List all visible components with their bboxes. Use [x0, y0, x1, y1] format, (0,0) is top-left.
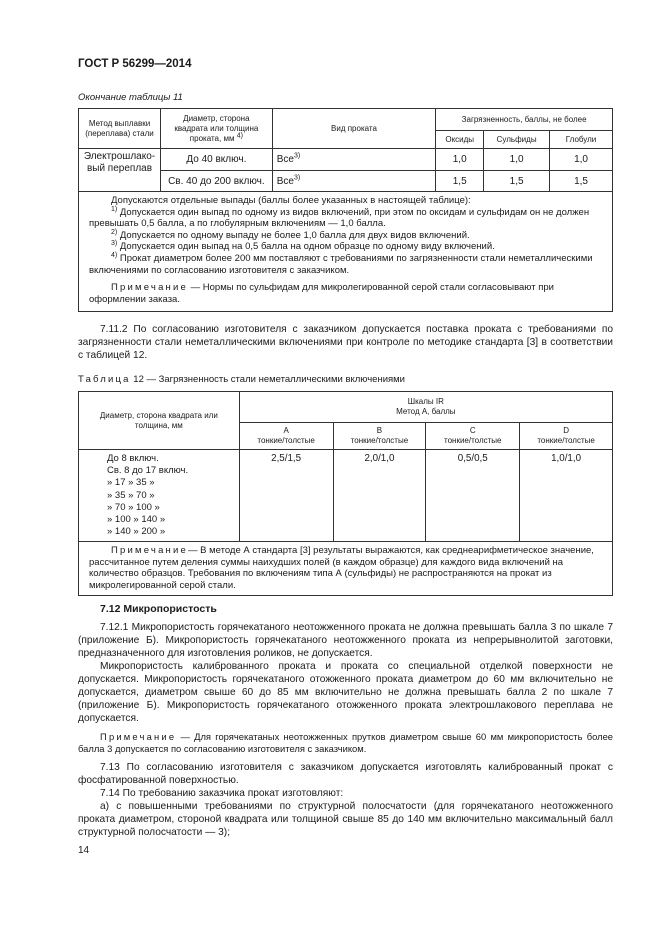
th-dim: Диаметр, сторона квадрата или толщина, мм: [79, 392, 240, 450]
notes-intro: Допускаются отдельные выпады (баллы более указанных в настоящей таблице):: [111, 195, 471, 206]
th-col-c: C тонкие/толстые: [426, 423, 520, 450]
cell-b: 2,0/1,0: [333, 450, 426, 542]
paragraph-7-11-2: 7.11.2 По согласованию изготовителя с заказчиком допускается поставка проката с требованиями по загрязненности стали неметаллическими включениями при контроле по методике стандарта [3] в соответствии с таблицей 12.: [78, 324, 613, 361]
th-contamination: Загрязненность, баллы, не более: [436, 109, 613, 131]
cell-c: 0,5/0,5: [426, 450, 520, 542]
th-globules: Глобули: [550, 131, 613, 149]
footnote-3: $^{3)}$ Допускается один выпад на 0,5 балла на одном образце по одному виду включений.: [111, 240, 495, 253]
cell-globules: 1,5: [550, 171, 613, 192]
th-sulfides: Сульфиды: [484, 131, 550, 149]
table-12: [78, 391, 613, 596]
table11-caption: Окончание таблицы 11: [78, 92, 183, 103]
cell-product: Все$^{3)}$: [272, 149, 436, 171]
paragraph-7-13: 7.13 По согласованию изготовителя с заказчиком допускается изготовлять калиброванный прокат с фосфатированной поверхностью.: [78, 762, 613, 786]
th-scales: Шкалы IR Метод А, баллы: [239, 392, 612, 423]
doc-title: ГОСТ Р 56299—2014: [78, 58, 192, 70]
th-method: Метод выплавки (переплава) стали: [79, 109, 161, 149]
th-col-d: D тонкие/толстые: [520, 423, 613, 450]
footnote-2: $^{2)}$ Допускается по одному выпаду не более 1,0 балла для двух видов включений.: [111, 228, 470, 241]
table-row: [79, 149, 613, 171]
th-product: Вид проката: [272, 109, 436, 149]
th-oxides: Оксиды: [436, 131, 484, 149]
section-7-12-title: 7.12 Микропористость: [100, 603, 217, 615]
table-11: [78, 108, 613, 312]
cell-diameter: Св. 40 до 200 включ.: [160, 171, 272, 192]
cell-oxides: 1,0: [436, 149, 484, 171]
cell-globules: 1,0: [550, 149, 613, 171]
cell-a: 2,5/1,5: [239, 450, 333, 542]
paragraph-7-14: 7.14 По требованию заказчика прокат изготовляют:: [100, 788, 344, 799]
table12-remark: Примечание— В методе А стандарта [3] результаты выражаются, как среднеарифметическое значение, рассчитанное путем деления суммы наихудших полей (в каждом образце) для каждого вида включений на количество образцов. Требования по включениям типа А (сульфиды) не распространяются на прокат из микролегированной серой стали.: [79, 542, 613, 596]
table12-caption: Таблица 12 — Загрязненность стали неметаллическими включениями: [78, 374, 405, 385]
dims-cell: До 8 включ. Св. 8 до 17 включ. » 17 » 35 » » 35 » 70 » » 70 » 100 » » 100 » 140 » » 140 » 200 »: [79, 450, 240, 542]
footnote-4: $^{4)}$ Прокат диаметром более 200 мм поставляют с требованиями по загрязненности стали неметаллическими включениями по согласованию изготовителя с заказчиком.: [89, 251, 593, 276]
page-number: 14: [78, 845, 90, 856]
table-row: [79, 450, 613, 542]
paragraph-7-14-a: а) с повышенными требованиями по структурной полосчатости (для горячекатаного неотожженного проката диаметром, стороной квадрата или толщиной свыше 85 до 140 мм включительно максимальный балл структурной полосчатости — 3);: [78, 801, 613, 838]
method-cell: Электрошлако-вый переплав: [79, 149, 161, 192]
cell-product: Все$^{3)}$: [272, 171, 436, 192]
section-7-12-remark: Примечание — Для горячекатаных неотожженных прутков диаметром свыше 60 мм микропористость более балла 3 допускается по согласованию изготовителя с заказчиком.: [78, 731, 613, 754]
cell-diameter: До 40 включ.: [160, 149, 272, 171]
th-col-a: A тонкие/толстые: [239, 423, 333, 450]
section-7-12-body: [78, 621, 613, 839]
th-diameter: Диаметр, сторона квадрата или толщина проката, мм $^{4)}$: [160, 109, 272, 149]
cell-sulfides: 1,5: [484, 171, 550, 192]
cell-oxides: 1,5: [436, 171, 484, 192]
paragraph-7-12-2: Микропористость калиброванного проката и проката со специальной отделкой поверхности не допускается. Микропористость горячекатаного отожженного проката диаметром до 60 мм включительно не допускается, диаметром свыше 60 до 85 мм включительно не должна превышать балла 2 по шкале 7 (приложение Б). Микропористость горячекатаного отожженного проката электрошлакового переплава не допускается.: [78, 661, 613, 724]
table11-remark: Примечание — Нормы по сульфидам для микролегированной серой стали согласовывают при оформлении заказа.: [89, 282, 554, 305]
cell-d: 1,0/1,0: [520, 450, 613, 542]
footnote-1: $^{1)}$ Допускается один выпад по одному из видов включений, при этом по оксидам и сульфидам он не должен превышать 0,5 балла, а по глобулярным включениям — 1,0 балла.: [89, 205, 590, 230]
th-col-b: B тонкие/толстые: [333, 423, 426, 450]
paragraph-7-12-1: 7.12.1 Микропористость горячекатаного неотожженного проката не должна превышать балла 3 по шкале 7 (приложение Б). Микропористость горячекатаного неотожженного проката из непрерывнолитой заготовки, предназначенного для изготовления роликов, не допускается.: [78, 622, 613, 659]
table11-notes: [79, 192, 613, 312]
cell-sulfides: 1,0: [484, 149, 550, 171]
